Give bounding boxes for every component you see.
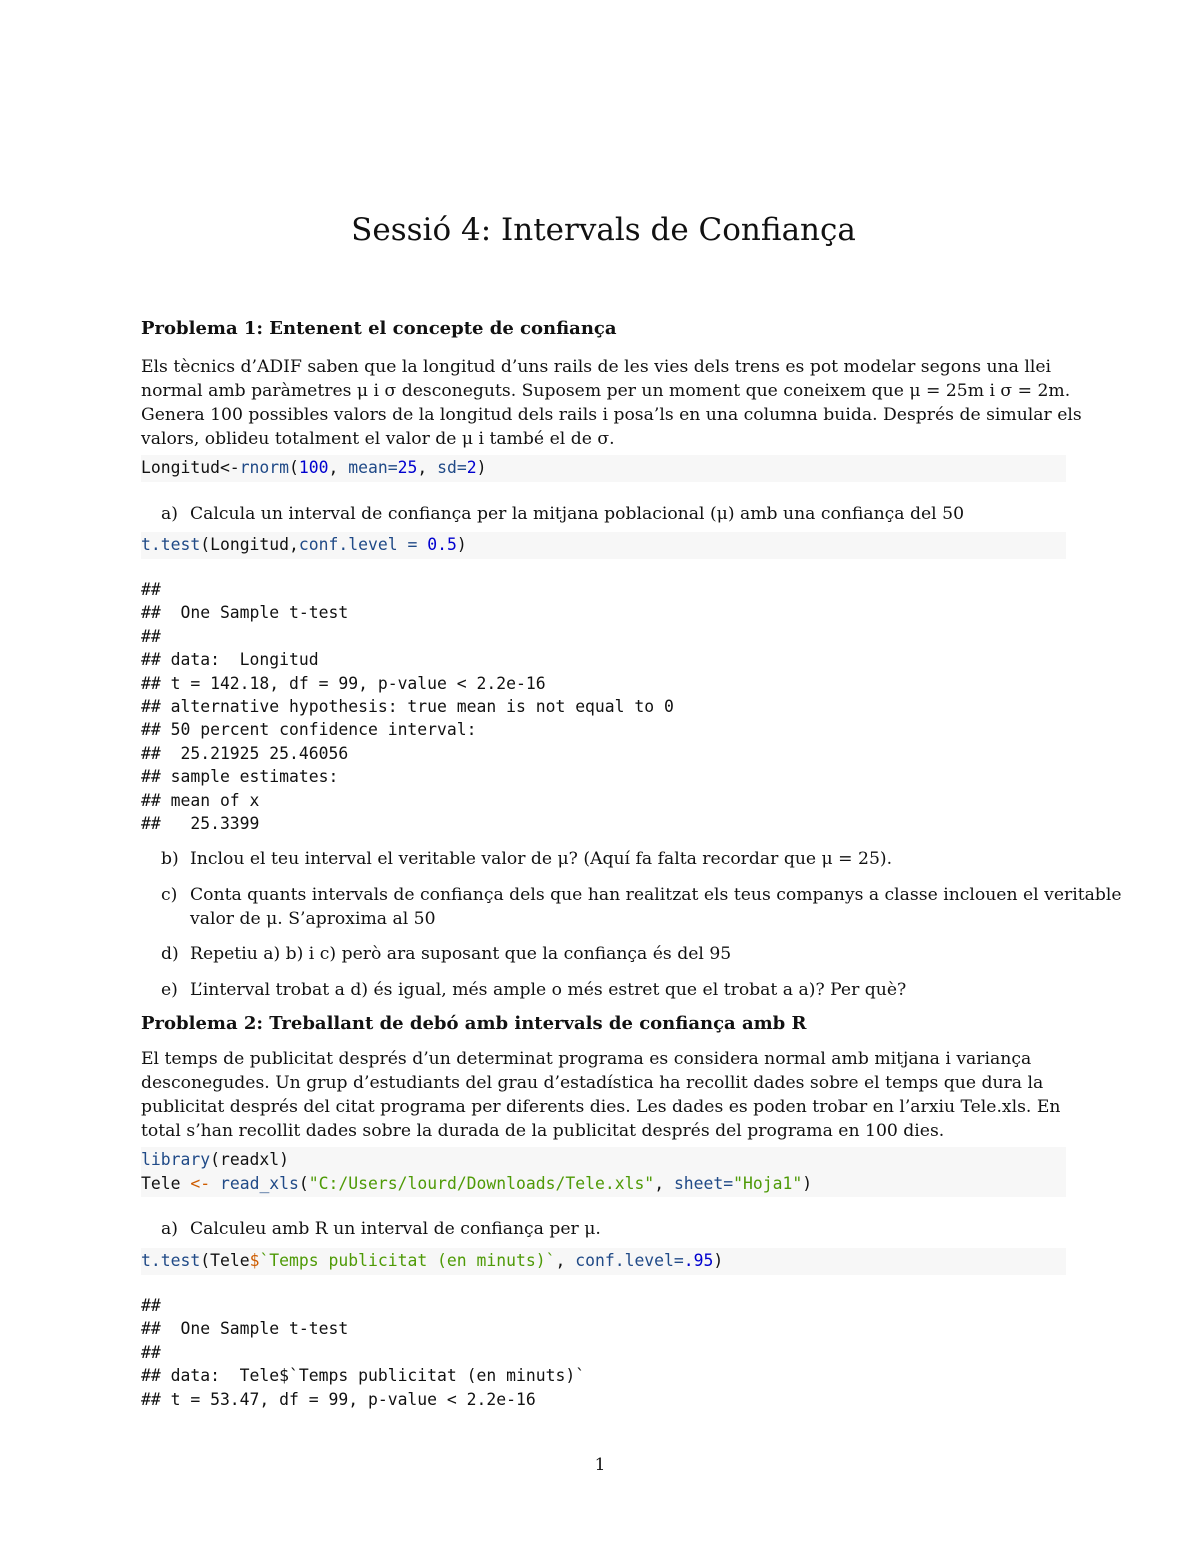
output-line: ## sample estimates: <box>141 767 339 787</box>
item-label: b) <box>161 849 179 869</box>
item-text: Calculeu amb R un interval de confiança per μ. <box>190 1219 601 1239</box>
page-number: 1 <box>594 1455 606 1475</box>
text-line: El temps de publicitat després d’un determinat programa es considera normal amb mitjana i variança <box>141 1049 1032 1069</box>
output-line: ## <box>141 1296 161 1315</box>
r-output-block-2 <box>141 1294 585 1411</box>
page-title: Sessió 4: Intervals de Confiança <box>351 212 856 248</box>
code-line: t.test(Longitud,conf.level = 0.5) <box>141 535 467 554</box>
item-text: Repetiu a) b) i c) però ara suposant que la confiança és del 95 <box>190 944 732 964</box>
code-block-ttest-tele <box>141 1248 1066 1275</box>
text-line: total s’han recollit dades sobre la durada de la publicitat després del programa en 100 dies. <box>141 1121 945 1141</box>
item-text: Calcula un interval de confiança per la mitjana poblacional (μ) amb una confiança del 50 <box>190 504 965 524</box>
output-line: ## mean of x <box>141 790 260 810</box>
code-line: t.test(Tele$`Temps publicitat (en minuts)`, conf.level=.95) <box>141 1251 724 1270</box>
output-line: ## One Sample t-test <box>141 1319 349 1339</box>
code-block-rnorm <box>141 455 1066 482</box>
output-line: ## data: Longitud <box>141 650 319 670</box>
output-line: ## data: Tele$`Temps publicitat (en minuts)` <box>141 1366 586 1386</box>
text-line: Els tècnics d’ADIF saben que la longitud d’uns rails de les vies dels trens es pot modelar segons una llei <box>141 357 1051 377</box>
code-block-ttest <box>141 532 1066 559</box>
output-line: ## alternative hypothesis: true mean is not equal to 0 <box>141 696 674 716</box>
code-line: Tele <- read_xls("C:/Users/lourd/Downloads/Tele.xls", sheet="Hoja1") <box>141 1173 813 1193</box>
problem-2-intro <box>141 1047 1066 1143</box>
output-line: ## <box>141 626 161 646</box>
output-line: ## <box>141 1342 161 1362</box>
text-line: valors, oblideu totalment el valor de μ i també el de σ. <box>141 429 615 449</box>
item-label: e) <box>161 980 178 1000</box>
text-line: publicitat després del citat programa per diferents dies. Les dades es poden trobar en l’arxiu Tele.xls. En <box>141 1097 1061 1117</box>
output-line: ## One Sample t-test <box>141 603 349 623</box>
item-label: a) <box>161 504 178 524</box>
output-line: ## 25.3399 <box>141 813 260 833</box>
r-output-block <box>141 578 674 835</box>
code-line: Longitud<-rnorm(100, mean=25, sd=2) <box>141 458 487 477</box>
problem-2-heading: Problema 2: Treballant de debó amb intervals de confiança amb R <box>141 1013 807 1034</box>
code-block-readxl <box>141 1147 1066 1197</box>
text-line: normal amb paràmetres μ i σ desconeguts. Suposem per un moment que coneixem que μ = 25m i σ = 2m. <box>141 381 1071 401</box>
item-text: Inclou el teu interval el veritable valor de μ? (Aquí fa falta recordar que μ = 25). <box>190 849 893 869</box>
text-line: desconegudes. Un grup d’estudiants del grau d’estadística ha recollit dades sobre el temps que dura la <box>141 1073 1044 1093</box>
text-line: Genera 100 possibles valors de la longitud dels rails i posa’ls en una columna buida. Després de simular els <box>141 405 1082 425</box>
item-label: c) <box>161 885 178 905</box>
output-line: ## 50 percent confidence interval: <box>141 720 477 740</box>
item-text: Conta quants intervals de confiança dels que han realitzat els teus companys a classe inclouen el veritable valor de μ. S’aproxima al 50 <box>190 885 1122 929</box>
output-line: ## t = 53.47, df = 99, p-value < 2.2e-16 <box>141 1389 536 1409</box>
problem-1-heading: Problema 1: Entenent el concepte de confiança <box>141 318 617 339</box>
item-label: d) <box>161 944 179 964</box>
output-line: ## <box>141 580 161 599</box>
code-line: library(readxl) <box>141 1150 290 1169</box>
problem-1-intro <box>141 355 1082 451</box>
item-label: a) <box>161 1219 178 1239</box>
item-text: L’interval trobat a d) és igual, més ample o més estret que el trobat a a)? Per què? <box>190 980 907 1000</box>
output-line: ## 25.21925 25.46056 <box>141 743 349 763</box>
output-line: ## t = 142.18, df = 99, p-value < 2.2e-16 <box>141 673 546 693</box>
